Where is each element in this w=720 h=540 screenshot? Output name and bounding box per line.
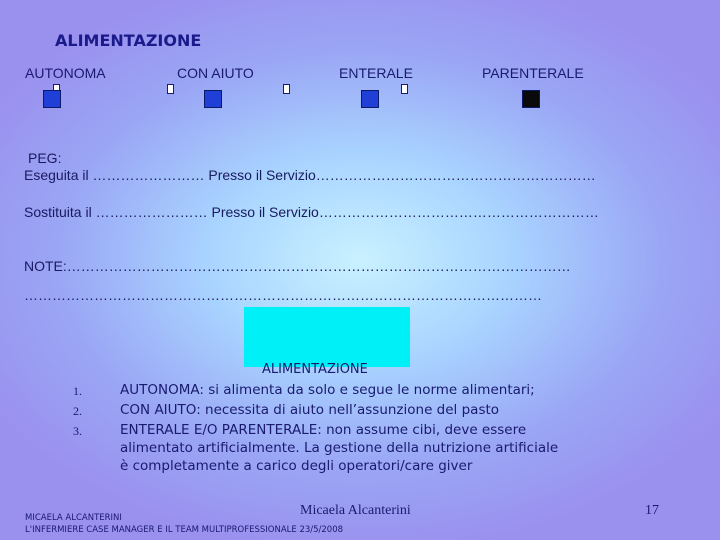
con-aiuto-box[interactable] — [204, 90, 222, 108]
legend-term-2: CON AIUTO — [120, 402, 197, 418]
legend-number-1: 1. — [73, 384, 82, 398]
slide-number: 17 — [645, 503, 659, 518]
legend-number-2: 2. — [73, 404, 82, 418]
peg-label: PEG: — [28, 150, 62, 166]
footer-small-author: MICAELA ALCANTERINI — [25, 513, 122, 523]
parenterale-box[interactable] — [522, 90, 540, 108]
legend-text-1: : si alimenta da solo e segue le norme alimentari; — [199, 382, 535, 398]
note-line-2: ………………………………………………………………………………………………… — [24, 287, 542, 303]
legend-text-3: : non assume cibi, deve essere alimentato artificialmente. La gestione della nutrizione artificiale è completamente a carico degli operatori/care giver — [120, 422, 559, 474]
checkbox-marker-4[interactable] — [401, 84, 408, 94]
checkbox-marker-2[interactable] — [167, 84, 174, 94]
checkbox-marker-3[interactable] — [283, 84, 290, 94]
category-parenterale-label: PARENTERALE — [482, 65, 584, 81]
legend-term-3: ENTERALE E/O PARENTERALE — [120, 422, 318, 438]
category-con-aiuto-label: CON AIUTO — [177, 65, 254, 81]
legend-number-3: 3. — [73, 424, 82, 438]
peg-eseguita-line: Eseguita il …………………… Presso il Servizio…………………………………………………… — [24, 167, 596, 183]
legend-heading: ALIMENTAZIONE — [262, 362, 368, 377]
peg-sostituita-line: Sostituita il …………………… Presso il Servizio…………………………………………………… — [24, 204, 599, 220]
autonoma-box[interactable] — [43, 90, 61, 108]
page-title: ALIMENTAZIONE — [55, 31, 202, 50]
legend-item-2 — [120, 401, 570, 419]
legend-item-1 — [120, 381, 570, 399]
category-enterale-label: ENTERALE — [339, 65, 413, 81]
note-line-1: NOTE:……………………………………………………………………………………………… — [24, 258, 571, 274]
footer-author: Micaela Alcanterini — [300, 503, 411, 518]
enterale-box[interactable] — [361, 90, 379, 108]
legend-text-2: : necessita di aiuto nell’assunzione del pasto — [196, 402, 500, 418]
legend-term-1: AUTONOMA — [120, 382, 200, 398]
highlight-rectangle — [244, 307, 410, 367]
footer-small-title: L'INFERMIERE CASE MANAGER E IL TEAM MULTIPROFESSIONALE 23/5/2008 — [25, 525, 344, 535]
category-autonoma-label: AUTONOMA — [25, 65, 106, 81]
legend-item-3 — [120, 421, 570, 475]
